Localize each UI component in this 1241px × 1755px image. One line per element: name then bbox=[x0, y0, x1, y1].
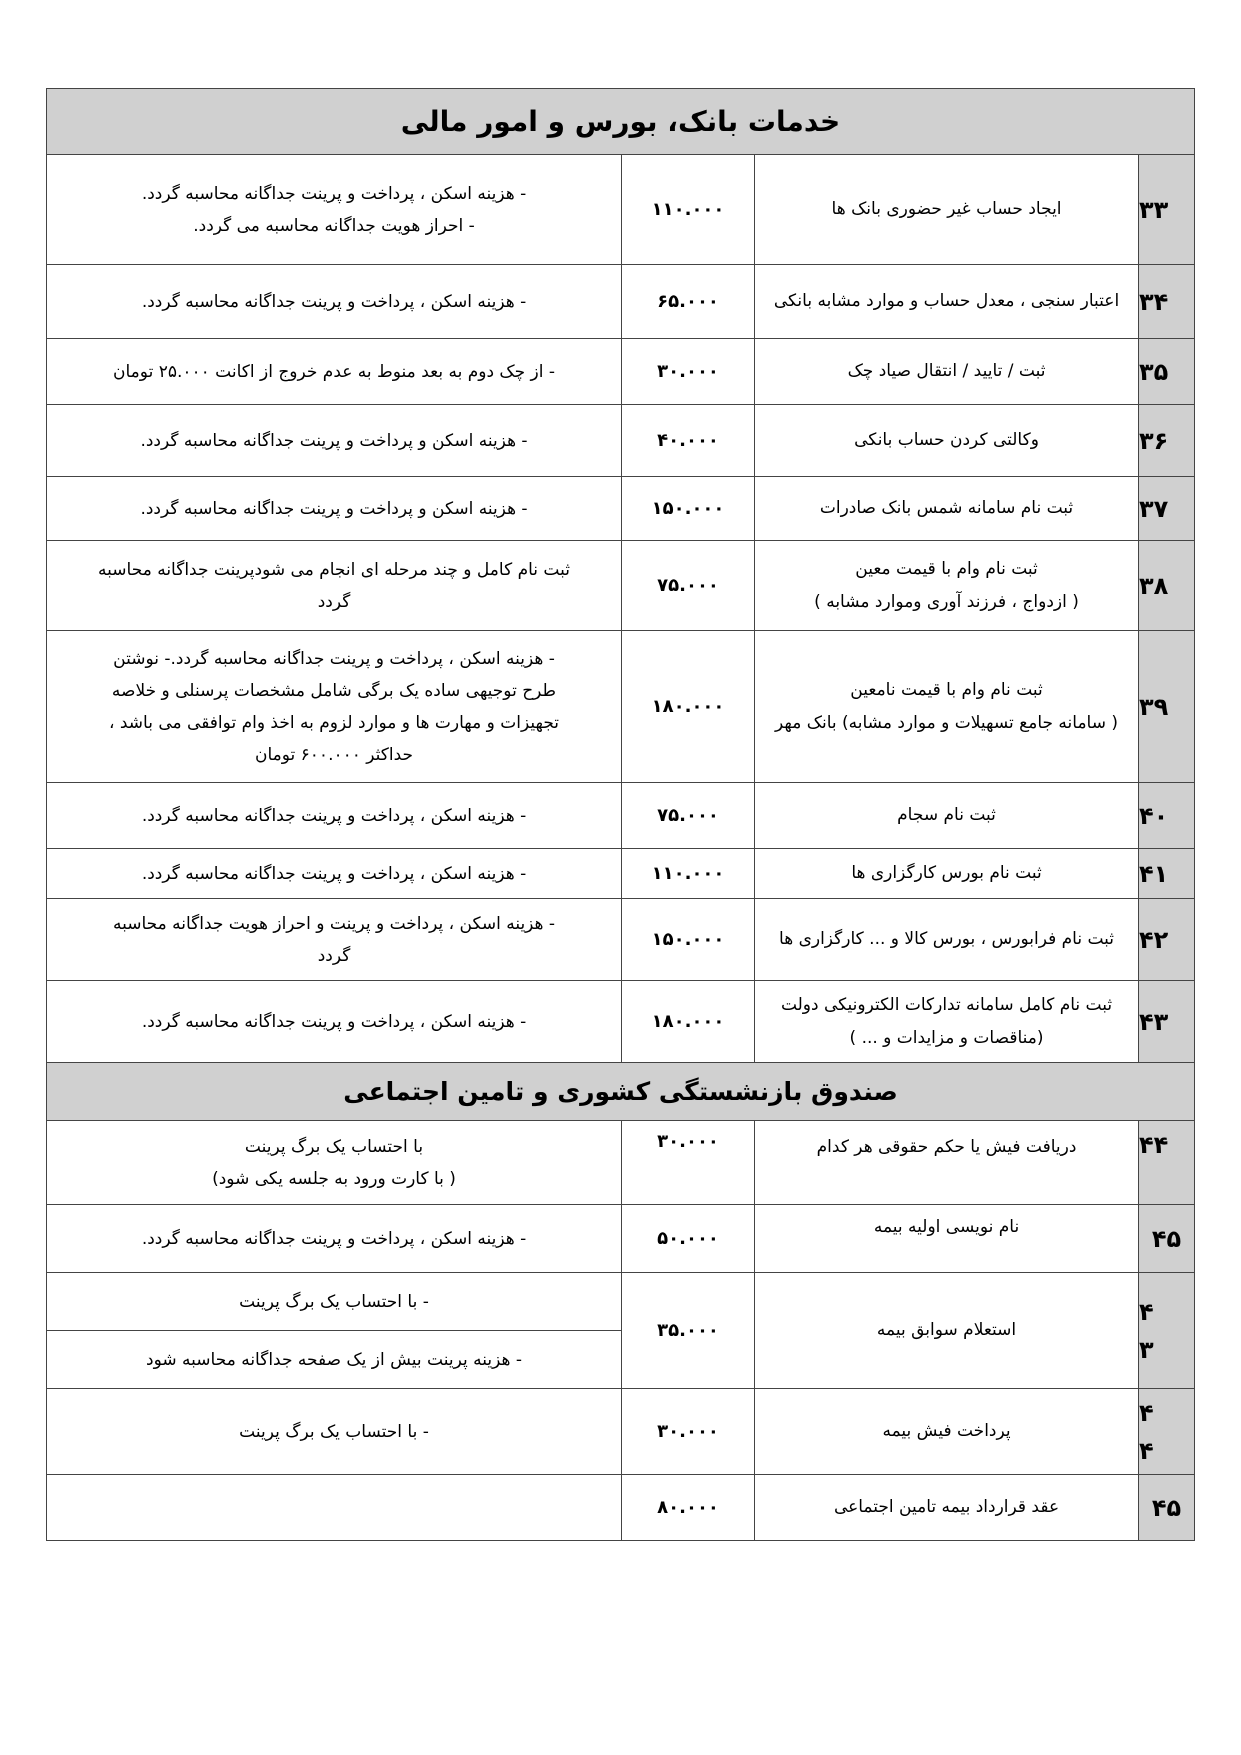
service-title: دریافت فیش یا حکم حقوقی هر کدام bbox=[755, 1121, 1139, 1205]
row-number: ۳۳ bbox=[1139, 155, 1195, 265]
service-title: ایجاد حساب غیر حضوری بانک ها bbox=[755, 155, 1139, 265]
table-row bbox=[47, 1121, 1195, 1205]
service-note: - هزینه اسکن و پرداخت و پرینت جداگانه محاسبه گردد. bbox=[47, 405, 622, 477]
table-row bbox=[47, 477, 1195, 541]
table-row bbox=[47, 1205, 1195, 1273]
service-note: - هزینه اسکن ، پرداخت و پرینت جداگانه محاسبه گردد.- نوشتن طرح توجیهی ساده یک برگی شامل مشخصات پرسنلی و خلاصه تجهیزات و مهارت ها و موارد لزوم به اخذ وام توافقی می باشد ، حداکثر ۶۰۰.۰۰۰ تومان bbox=[47, 631, 622, 783]
row-number: ۴۵ bbox=[1139, 1475, 1195, 1541]
row-number: ۴۱ bbox=[1139, 849, 1195, 899]
price-table bbox=[46, 88, 1195, 1541]
service-price: ۱۵۰.۰۰۰ bbox=[622, 899, 755, 981]
table-row bbox=[47, 783, 1195, 849]
service-price: ۱۸۰.۰۰۰ bbox=[622, 981, 755, 1063]
service-title: ثبت نام کامل سامانه تدارکات الکترونیکی دولت (مناقصات و مزایدات و ... ) bbox=[755, 981, 1139, 1063]
service-price: ۳۰.۰۰۰ bbox=[622, 1389, 755, 1475]
table-row bbox=[47, 981, 1195, 1063]
service-title: ثبت نام وام با قیمت نامعین ( سامانه جامع تسهیلات و موارد مشابه) بانک مهر bbox=[755, 631, 1139, 783]
service-price: ۳۰.۰۰۰ bbox=[622, 1121, 755, 1205]
section-title: صندوق بازنشستگی کشوری و تامین اجتماعی bbox=[47, 1063, 1195, 1121]
service-price: ۶۵.۰۰۰ bbox=[622, 265, 755, 339]
service-price: ۱۱۰.۰۰۰ bbox=[622, 849, 755, 899]
table-row bbox=[47, 1389, 1195, 1475]
section-header-pension bbox=[47, 1063, 1195, 1121]
table-row bbox=[47, 849, 1195, 899]
service-title: ثبت نام وام با قیمت معین ( ازدواج ، فرزند آوری وموارد مشابه ) bbox=[755, 541, 1139, 631]
section-title: خدمات بانک، بورس و امور مالی bbox=[47, 89, 1195, 155]
row-number: ۳۹ bbox=[1139, 631, 1195, 783]
service-title: ثبت نام بورس کارگزاری ها bbox=[755, 849, 1139, 899]
service-title: عقد قرارداد بیمه تامین اجتماعی bbox=[755, 1475, 1139, 1541]
service-note: - با احتساب یک برگ پرینت bbox=[47, 1273, 622, 1331]
service-note: - هزینه اسکن ، پرداخت و پرینت و احراز هویت جداگانه محاسبه گردد bbox=[47, 899, 622, 981]
row-number: ۳۵ bbox=[1139, 339, 1195, 405]
table-row bbox=[47, 339, 1195, 405]
service-note bbox=[47, 1475, 622, 1541]
table-row bbox=[47, 541, 1195, 631]
row-number: ۴۳ bbox=[1139, 981, 1195, 1063]
service-title: پرداخت فیش بیمه bbox=[755, 1389, 1139, 1475]
service-price: ۷۵.۰۰۰ bbox=[622, 783, 755, 849]
service-price: ۳۰.۰۰۰ bbox=[622, 339, 755, 405]
row-number: ۴ ۴ bbox=[1139, 1389, 1195, 1475]
service-price: ۸۰.۰۰۰ bbox=[622, 1475, 755, 1541]
service-title: وکالتی کردن حساب بانکی bbox=[755, 405, 1139, 477]
service-note: با احتساب یک برگ پرینت ( با کارت ورود به جلسه یکی شود) bbox=[47, 1121, 622, 1205]
row-number: ۴ ۳ bbox=[1139, 1273, 1195, 1389]
table-row bbox=[47, 155, 1195, 265]
service-note: - هزینه اسکن ، پرداخت و پرینت جداگانه محاسبه گردد. bbox=[47, 265, 622, 339]
table-row bbox=[47, 1273, 1195, 1331]
service-note: - از چک دوم به بعد منوط به عدم خروج از اکانت ۲۵.۰۰۰ تومان bbox=[47, 339, 622, 405]
table-row bbox=[47, 1475, 1195, 1541]
service-title: ثبت نام فرابورس ، بورس کالا و ... کارگزاری ها bbox=[755, 899, 1139, 981]
service-price: ۱۱۰.۰۰۰ bbox=[622, 155, 755, 265]
table-row bbox=[47, 405, 1195, 477]
service-note: - هزینه اسکن ، پرداخت و پرینت جداگانه محاسبه گردد. bbox=[47, 1205, 622, 1273]
service-note: - با احتساب یک برگ پرینت bbox=[47, 1389, 622, 1475]
service-note: - هزینه پرینت بیش از یک صفحه جداگانه محاسبه شود bbox=[47, 1331, 622, 1389]
service-title: ثبت نام سجام bbox=[755, 783, 1139, 849]
service-title: استعلام سوابق بیمه bbox=[755, 1273, 1139, 1389]
service-note: - هزینه اسکن ، پرداخت و پرینت جداگانه محاسبه گردد. bbox=[47, 981, 622, 1063]
service-note: - هزینه اسکن ، پرداخت و پرینت جداگانه محاسبه گردد. bbox=[47, 783, 622, 849]
service-price: ۱۵۰.۰۰۰ bbox=[622, 477, 755, 541]
service-note: - هزینه اسکن ، پرداخت و پرینت جداگانه محاسبه گردد. - احراز هویت جداگانه محاسبه می گردد. bbox=[47, 155, 622, 265]
row-number: ۴۵ bbox=[1139, 1205, 1195, 1273]
row-number: ۳۴ bbox=[1139, 265, 1195, 339]
service-price: ۳۵.۰۰۰ bbox=[622, 1273, 755, 1389]
row-number: ۳۸ bbox=[1139, 541, 1195, 631]
row-number: ۴۴ bbox=[1139, 1121, 1195, 1205]
service-price: ۱۸۰.۰۰۰ bbox=[622, 631, 755, 783]
row-number: ۴۰ bbox=[1139, 783, 1195, 849]
table-row bbox=[47, 899, 1195, 981]
section-header-banking bbox=[47, 89, 1195, 155]
service-title: ثبت / تایید / انتقال صیاد چک bbox=[755, 339, 1139, 405]
service-note: ثبت نام کامل و چند مرحله ای انجام می شودپرینت جداگانه محاسبه گردد bbox=[47, 541, 622, 631]
service-title: ثبت نام سامانه شمس بانک صادرات bbox=[755, 477, 1139, 541]
service-note: - هزینه اسکن و پرداخت و پرینت جداگانه محاسبه گردد. bbox=[47, 477, 622, 541]
service-price: ۷۵.۰۰۰ bbox=[622, 541, 755, 631]
row-number: ۳۶ bbox=[1139, 405, 1195, 477]
service-note: - هزینه اسکن ، پرداخت و پرینت جداگانه محاسبه گردد. bbox=[47, 849, 622, 899]
table-row bbox=[47, 631, 1195, 783]
row-number: ۴۲ bbox=[1139, 899, 1195, 981]
table-row bbox=[47, 265, 1195, 339]
row-number: ۳۷ bbox=[1139, 477, 1195, 541]
service-title: نام نویسی اولیه بیمه bbox=[755, 1205, 1139, 1273]
service-price: ۵۰.۰۰۰ bbox=[622, 1205, 755, 1273]
service-title: اعتبار سنجی ، معدل حساب و موارد مشابه بانکی bbox=[755, 265, 1139, 339]
service-price: ۴۰.۰۰۰ bbox=[622, 405, 755, 477]
